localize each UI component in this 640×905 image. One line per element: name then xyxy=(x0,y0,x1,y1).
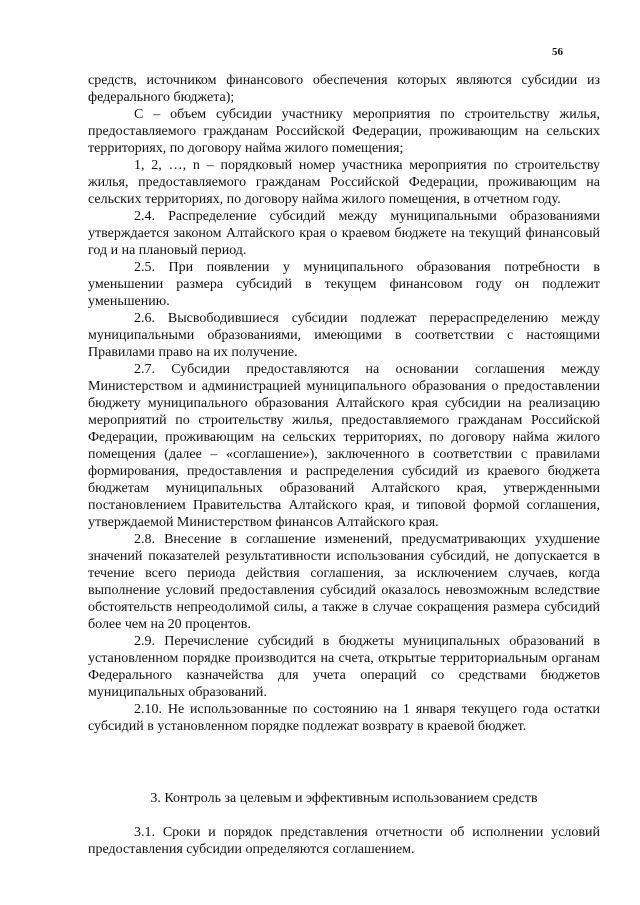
paragraph: 3.1. Сроки и порядок представления отчетности об исполнении условий предоставления субсидии определяются соглашением. xyxy=(88,825,600,857)
page-number: 56 xyxy=(552,46,563,58)
paragraph: 2.4. Распределение субсидий между муниципальными образованиями утверждается законом Алтайского края о краевом бюджете на текущий финансовый год и на плановый период. xyxy=(88,209,600,258)
paragraph: средств, источником финансового обеспечения которых являются субсидии из федерального бюджета); xyxy=(88,73,600,105)
section-heading: 3. Контроль за целевым и эффективным использованием средств xyxy=(150,791,538,806)
paragraph: 2.8. Внесение в соглашение изменений, предусматривающих ухудшение значений показателей результативности использования субсидий, не допускается в течение всего периода действия соглашения, за исключением случаев, когда выполнение условий предоставления субсидий оказалось невозможным вследствие обстоятельств непреодолимой силы, а также в случае сокращения размера субсидий более чем на 20 процентов. xyxy=(88,532,600,632)
paragraph: 2.5. При появлении у муниципального образования потребности в уменьшении размера субсидий в текущем финансовом году он подлежит уменьшению. xyxy=(88,260,600,309)
paragraph: 1, 2, …, n – порядковый номер участника мероприятия по строительству жилья, предоставляемого гражданам Российской Федерации, проживающим на сельских территориях, по договору найма жилого помещения, в отчетном году. xyxy=(88,158,600,207)
closing-text xyxy=(88,824,600,858)
body-text xyxy=(88,72,600,735)
paragraph: 2.6. Высвободившиеся субсидии подлежат перераспределению между муниципальными образованиями, имеющими в соответствии с настоящими Правилами право на их получение. xyxy=(88,311,600,360)
paragraph: 2.10. Не использованные по состоянию на 1 января текущего года остатки субсидий в установленном порядке подлежат возврату в краевой бюджет. xyxy=(88,702,600,734)
paragraph: 2.9. Перечисление субсидий в бюджеты муниципальных образований в установленном порядке производится на счета, открытые территориальным органам Федерального казначейства для учета операций со средствами бюджетов муниципальных образований. xyxy=(88,634,600,700)
paragraph: С – объем субсидии участнику мероприятия по строительству жилья, предоставляемого гражданам Российской Федерации, проживающим на сельских территориях, по договору найма жилого помещения; xyxy=(88,107,600,156)
paragraph: 2.7. Субсидии предоставляются на основании соглашения между Министерством и администрацией муниципального образования о предоставлении бюджету муниципального образования Алтайского края субсидии на реализацию мероприятий по строительству жилья, предоставляемого гражданам Российской Федерации, проживающим на сельских территориях, по договору найма жилого помещения (далее – «соглашение»), заключенного в соответствии с правилами формирования, предоставления и распределения субсидий из краевого бюджета бюджетам муниципальных образований Алтайского края, утвержденными постановлением Правительства Алтайского края, и типовой формой соглашения, утверждаемой Министерством финансов Алтайского края. xyxy=(88,362,600,530)
